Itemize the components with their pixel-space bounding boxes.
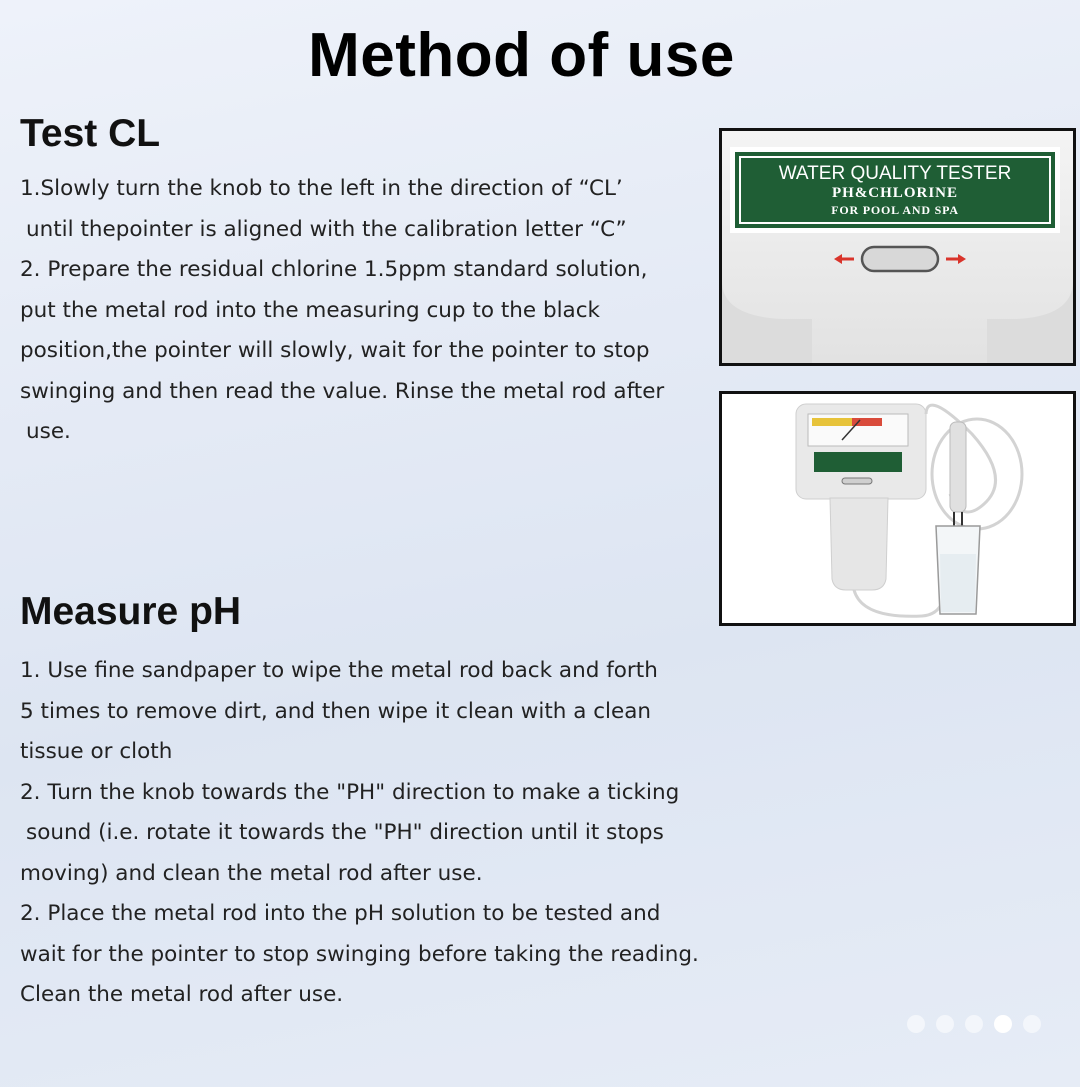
carousel-pagination [907,1015,1041,1033]
instruction-line: 2. Prepare the residual chlorine 1.5ppm standard solution, [20,257,648,282]
instruction-line: tissue or cloth [20,739,173,764]
carousel-dot-1[interactable] [907,1015,925,1033]
instruction-line: 1.Slowly turn the knob to the left in the direction of “CL’ [20,176,623,201]
instruction-line: position,the pointer will slowly, wait for the pointer to stop [20,338,650,363]
instruction-line: 2. Place the metal rod into the pH solution to be tested and [20,901,661,926]
label-line-3: FOR POOL AND SPA [831,203,959,217]
tester-usage-photo [719,391,1076,626]
measure-ph-instructions [20,651,699,1016]
tester-closeup-illustration [722,131,1073,363]
instruction-line: moving) and clean the metal rod after use. [20,860,483,886]
test-cl-heading: Test CL [20,112,161,155]
measure-ph-heading: Measure pH [20,590,242,633]
tester-label-photo [719,128,1076,366]
carousel-dot-2[interactable] [936,1015,954,1033]
label-line-1: WATER QUALITY TESTER [778,163,1012,184]
instruction-line: 5 times to remove dirt, and then wipe it clean with a clean [20,698,652,724]
label-line-2: PH&CHLORINE [831,185,959,201]
instruction-line: put the metal rod into the measuring cup to the black [20,297,601,323]
carousel-dot-5[interactable] [1023,1015,1041,1033]
instruction-line: sound (i.e. rotate it towards the "PH" direction until it stops [26,820,664,845]
carousel-dot-4[interactable] [994,1015,1012,1033]
instruction-line: Clean the metal rod after use. [20,982,344,1007]
instruction-line: wait for the pointer to stop swinging before taking the reading. [20,941,699,967]
tester-in-cup-illustration [722,394,1073,623]
carousel-dot-3[interactable] [965,1015,983,1033]
instruction-line: use. [26,419,71,444]
instruction-line: swinging and then read the value. Rinse the metal rod after [20,378,665,404]
test-cl-instructions [20,169,664,453]
instruction-line: until thepointer is aligned with the calibration letter “C” [26,216,627,242]
instruction-line: 2. Turn the knob towards the "PH" direction to make a ticking [20,779,680,805]
instruction-line: 1. Use fine sandpaper to wipe the metal rod back and forth [20,658,658,683]
page-title: Method of use [308,21,735,90]
